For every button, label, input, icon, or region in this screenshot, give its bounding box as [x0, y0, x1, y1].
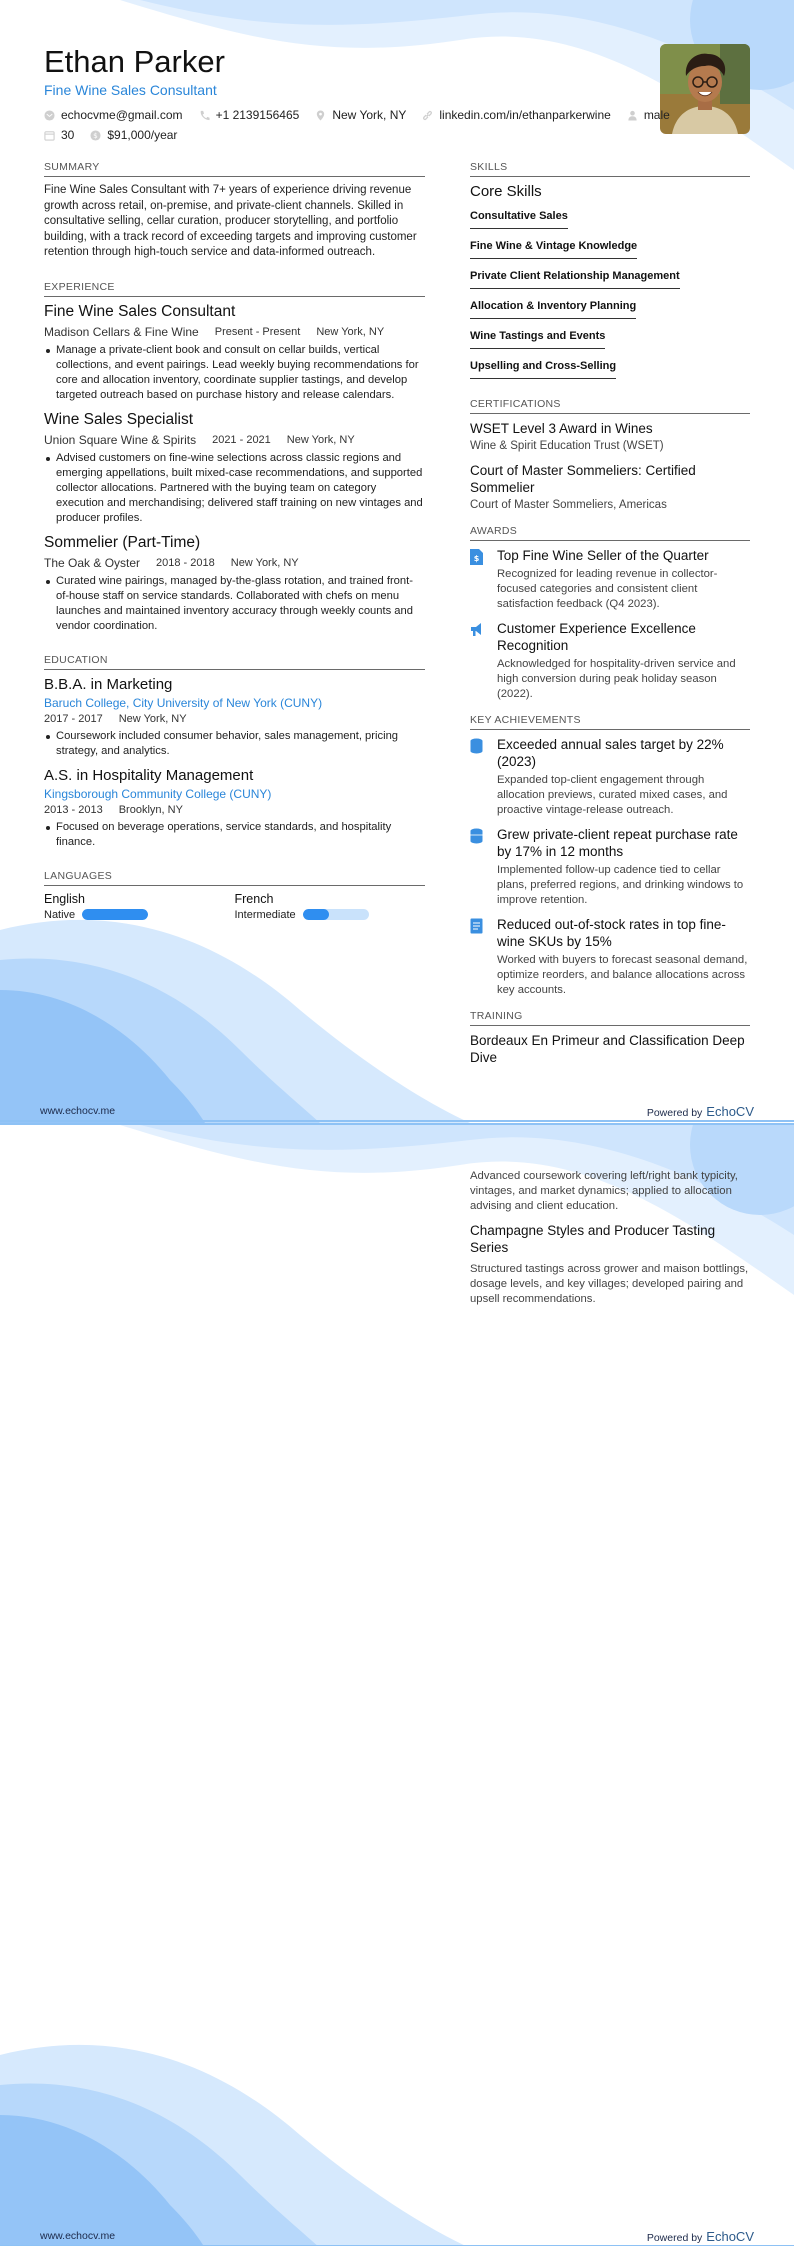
edu-meta	[44, 713, 425, 725]
language-level: Intermediate	[234, 908, 296, 921]
education-entry	[44, 676, 425, 759]
footer-powered-label: Powered by	[646, 1107, 703, 1119]
contact-age: 30	[44, 128, 74, 142]
language-name: English	[44, 891, 85, 906]
contact-location: New York, NY	[315, 108, 406, 122]
megaphone-icon	[470, 622, 483, 638]
right-column-continued	[470, 1169, 750, 1307]
award-title: Customer Experience Excellence Recognition	[497, 621, 696, 653]
edu-bullet: Focused on beverage operations, service standards, and hospitality finance.	[44, 820, 425, 850]
certifications-heading: CERTIFICATIONS	[470, 398, 750, 414]
edu-location: Brooklyn, NY	[118, 803, 183, 816]
award-item	[470, 547, 750, 612]
left-column	[44, 161, 425, 921]
achievement-title: Grew private-client repeat purchase rate by 17% in 12 months	[497, 827, 738, 859]
avatar-illustration	[660, 44, 750, 134]
document-list-icon	[470, 918, 483, 934]
job-dates: 2021 - 2021	[212, 433, 271, 446]
training-title: Champagne Styles and Producer Tasting Series	[470, 1223, 716, 1255]
language-level-row	[235, 909, 426, 921]
edu-degree: A.S. in Hospitality Management	[44, 766, 254, 784]
job-title: Wine Sales Specialist	[44, 410, 194, 428]
footer-powered-label: Powered by	[646, 2232, 703, 2244]
skill-item: Private Client Relationship Management	[470, 270, 680, 289]
award-title: Top Fine Wine Seller of the Quarter	[497, 548, 709, 563]
candidate-role: Fine Wine Sales Consultant	[44, 82, 217, 98]
summary-text: Fine Wine Sales Consultant with 7+ years of experience driving revenue growth across retail, on-premise, and private-client channels. Skilled in consultative selling, cellar curation, producer storytelling, and portfolio building, with a track record of exceeding targets and improving customer retention through high-touch service and data-informed outreach.	[44, 184, 417, 258]
skills-heading: SKILLS	[470, 161, 750, 177]
language-name: French	[234, 891, 274, 906]
achievement-item	[470, 826, 750, 908]
certification-org: Wine & Spirit Education Trust (WSET)	[470, 440, 664, 452]
achievements-heading: KEY ACHIEVEMENTS	[470, 714, 750, 730]
job-location: New York, NY	[230, 556, 299, 569]
job-dates: Present - Present	[214, 325, 301, 338]
job-bullet: Advised customers on fine-wine selections across classic regions and emerging appellations, built mixed-case recommendations, and supported collector allocations. Partnered with the buying team on category execution and merchandising; delivered staff training on new vintages and producer profiles.	[44, 451, 425, 526]
svg-text:$: $	[93, 130, 99, 140]
job-dates: 2018 - 2018	[156, 556, 215, 569]
job-bullet: Manage a private-client book and consult on cellar builds, vertical collections, and event pairings. Lead weekly buying recommendations for core and allocation inventory, coordinate supplier tastings, and develop targeted outreach based on purchase history and release calendars.	[44, 343, 425, 403]
certification-org: Court of Master Sommeliers, Americas	[470, 499, 667, 511]
awards-heading: AWARDS	[470, 525, 750, 541]
job-entry	[44, 411, 425, 526]
training-heading: TRAINING	[470, 1010, 750, 1026]
language-level-bar	[303, 909, 369, 920]
contact-linkedin[interactable]: linkedin.com/in/ethanparkerwine	[422, 108, 610, 122]
education-heading: EDUCATION	[44, 654, 425, 670]
footer-site-link[interactable]: www.echocv.me	[40, 1105, 116, 1117]
job-meta	[44, 556, 425, 570]
award-item	[470, 620, 750, 702]
languages-heading: LANGUAGES	[44, 870, 425, 886]
edu-dates: 2017 - 2017	[44, 712, 103, 725]
edu-bullet: Coursework included consumer behavior, sales management, pricing strategy, and analytics.	[44, 729, 425, 759]
job-location: New York, NY	[286, 433, 355, 446]
job-company: Madison Cellars & Fine Wine	[44, 324, 199, 339]
training-desc: Structured tastings across grower and maison bottlings, dosage levels, and key villages; developed pairing and upsell recommendations.	[470, 1263, 749, 1305]
footer-powered-by[interactable]	[647, 2229, 754, 2244]
achievement-item	[470, 916, 750, 998]
training-desc: Advanced coursework covering left/right bank typicity, vintages, and market dynamics; applied to allocation advising and client education.	[470, 1170, 738, 1212]
skills-subheading: Core Skills	[470, 183, 542, 200]
job-company: The Oak & Oyster	[44, 555, 141, 570]
language-level-bar	[82, 909, 148, 920]
achievement-title: Exceeded annual sales target by 22% (2023)	[497, 737, 724, 769]
phone-icon	[199, 110, 210, 121]
person-icon	[627, 110, 638, 121]
job-entry	[44, 303, 425, 403]
job-title: Fine Wine Sales Consultant	[44, 302, 236, 320]
certification-item	[470, 420, 750, 452]
svg-text:$: $	[473, 554, 480, 563]
education-entry	[44, 767, 425, 850]
language-level-fill	[303, 909, 329, 920]
achievement-title: Reduced out-of-stock rates in top fine-wine SKUs by 15%	[497, 917, 726, 949]
footer-site-link[interactable]: www.echocv.me	[40, 2230, 116, 2242]
calendar-icon	[44, 130, 55, 141]
skill-item: Fine Wine & Vintage Knowledge	[470, 240, 637, 259]
link-icon	[422, 110, 433, 121]
edu-degree: B.B.A. in Marketing	[44, 675, 173, 693]
footer-brand: EchoCV	[706, 2229, 754, 2244]
edu-school[interactable]: Baruch College, City University of New York (CUNY)	[44, 695, 323, 710]
achievement-desc: Implemented follow-up cadence tied to cellar plans, preferred regions, and drinking windows to improve retention.	[497, 864, 744, 906]
candidate-name: Ethan Parker	[44, 44, 225, 79]
award-desc: Acknowledged for hospitality-driven service and high conversion during peak holiday season (2022).	[497, 658, 736, 700]
achievement-desc: Worked with buyers to forecast seasonal demand, optimize reorders, and balance allocations across key accounts.	[497, 954, 748, 996]
language-level-fill	[82, 909, 148, 920]
achievement-desc: Expanded top-client engagement through allocation previews, curated mixed cases, and proactive vintage-release outreach.	[497, 774, 728, 816]
job-entry	[44, 534, 425, 634]
contact-gender: male	[627, 108, 670, 122]
job-location: New York, NY	[316, 325, 385, 338]
database-icon	[470, 738, 483, 754]
contact-row-2	[44, 128, 644, 142]
edu-school[interactable]: Kingsborough Community College (CUNY)	[44, 786, 272, 801]
job-company: Union Square Wine & Spirits	[44, 432, 197, 447]
award-document-icon	[470, 549, 483, 565]
certification-title: Court of Master Sommeliers: Certified Sommelier	[470, 463, 696, 495]
experience-heading: EXPERIENCE	[44, 281, 425, 297]
edu-location: New York, NY	[118, 712, 187, 725]
contact-salary: $ $91,000/year	[90, 128, 177, 142]
achievement-item	[470, 736, 750, 818]
language-item	[235, 892, 426, 921]
certification-item	[470, 462, 750, 511]
job-bullet: Curated wine pairings, managed by-the-glass rotation, and trained front-of-house staff on service standards. Collaborated with chefs on menu launches and maintained inventory accuracy through weekly counts and vendor coordination.	[44, 574, 425, 634]
contact-row-1	[44, 108, 670, 122]
skill-item: Upselling and Cross-Selling	[470, 360, 616, 379]
profile-photo	[660, 44, 750, 134]
certification-title: WSET Level 3 Award in Wines	[470, 421, 653, 436]
contact-email[interactable]: echocvme@gmail.com	[44, 108, 183, 122]
job-meta	[44, 325, 425, 339]
training-title: Bordeaux En Primeur and Classification Deep Dive	[470, 1033, 745, 1065]
contact-phone[interactable]: +1 2139156465	[199, 108, 300, 122]
edu-meta	[44, 804, 425, 816]
skills-list	[470, 206, 750, 386]
footer-brand: EchoCV	[706, 1104, 754, 1119]
database-icon	[470, 828, 483, 844]
summary-heading: SUMMARY	[44, 161, 425, 177]
job-title: Sommelier (Part-Time)	[44, 533, 201, 551]
job-meta	[44, 433, 425, 447]
skill-item: Wine Tastings and Events	[470, 330, 605, 349]
resume-page-2	[0, 1123, 794, 2246]
right-column	[470, 161, 750, 1066]
footer-powered-by[interactable]	[647, 1104, 754, 1119]
email-icon	[44, 110, 55, 121]
salary-icon	[90, 130, 101, 141]
languages-list	[44, 892, 425, 921]
language-level-row	[44, 909, 235, 921]
location-icon	[315, 110, 326, 121]
award-desc: Recognized for leading revenue in collector-focused categories and consistent client satisfaction feedback (Q4 2023).	[497, 568, 718, 610]
language-level: Native	[44, 908, 76, 921]
language-item	[44, 892, 235, 921]
skill-item: Allocation & Inventory Planning	[470, 300, 636, 319]
skill-item: Consultative Sales	[470, 210, 568, 229]
edu-dates: 2013 - 2013	[44, 803, 103, 816]
